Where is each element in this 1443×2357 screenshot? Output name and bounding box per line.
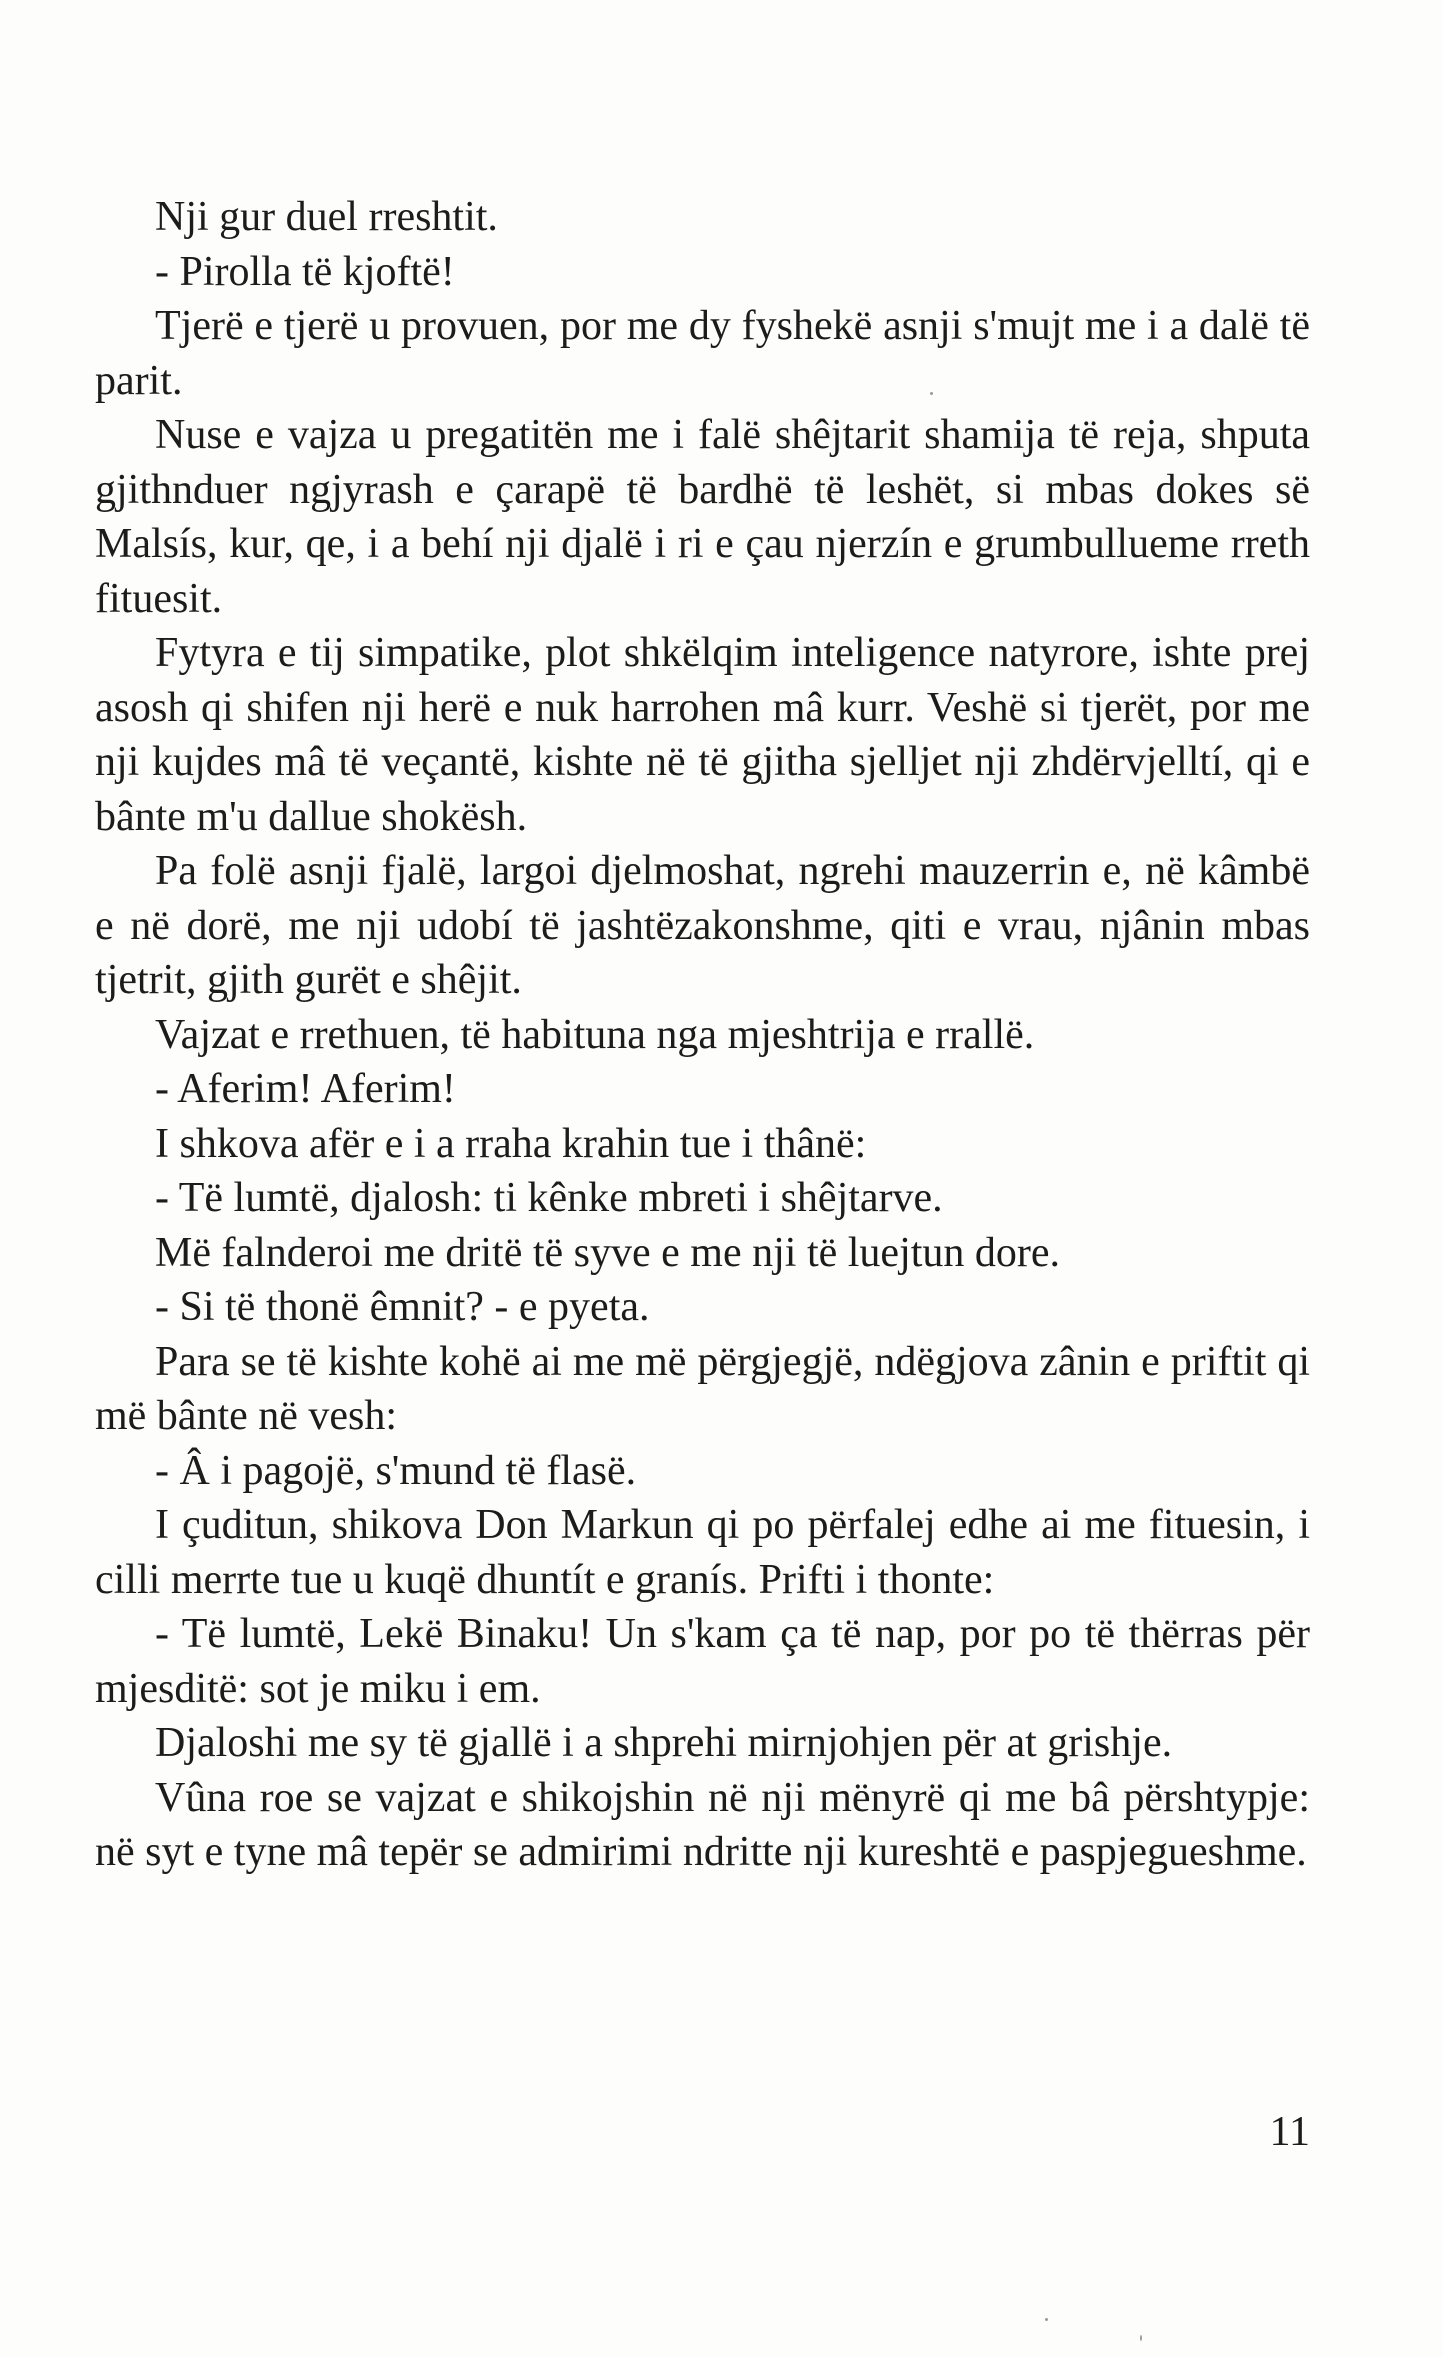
scan-speck	[930, 392, 933, 395]
paragraph: - Pirolla të kjoftë!	[155, 248, 455, 295]
paragraph: Pa folë asnji fjalë, largoi djelmoshat, ngrehi mauzerrin e, në kâmbë e në dorë, me nji udobí të jashtëzakonshme, qiti e vrau, njânin mbas tjetrit, gjith gurët e shêjit.	[95, 848, 1310, 1003]
paragraph: - Të lumtë, Lekë Binaku! Un s'kam ça të nap, por po të thërras për mjesditë: sot je miku i em.	[95, 1611, 1310, 1712]
paragraph: - Të lumtë, djalosh: ti kênke mbreti i shêjtarve.	[155, 1175, 943, 1221]
scan-speck	[1140, 2335, 1142, 2341]
paragraph: - Si të thonë êmnit? - e pyeta.	[155, 1284, 650, 1330]
paragraph: Vûna roe se vajzat e shikojshin në nji mënyrë qi me bâ përshtypje: në syt e tyne mâ tepër se admirimi ndritte nji kureshtë e paspjegueshme.	[95, 1774, 1310, 1875]
paragraph: I çuditun, shikova Don Markun qi po përfalej edhe ai me fituesin, i cilli merrte tue u kuqë dhuntít e granís. Prifti i thonte:	[95, 1502, 1310, 1603]
paragraph: Vajzat e rrethuen, të habituna nga mjeshtrija e rrallë.	[155, 1011, 1035, 1058]
paragraph: Para se të kishte kohë ai me më përgjegjë, ndëgjova zânin e priftit qi më bânte në vesh:	[95, 1338, 1310, 1439]
paragraph: - Â i pagojë, s'mund të flasë.	[155, 1447, 637, 1494]
body-text	[95, 190, 1310, 1880]
paragraph: Tjerë e tjerë u provuen, por me dy fyshekë asnji s'mujt me i a dalë të parit.	[95, 303, 1310, 404]
paragraph: Fytyra e tij simpatike, plot shkëlqim inteligence natyrore, ishte prej asosh qi shifen nji herë e nuk harrohen mâ kurr. Veshë si tjerët, por me nji kujdes mâ të veçantë, kishte në të gjitha sjelljet nji zhdërvjelltí, qi e bânte m'u dallue shokësh.	[95, 630, 1310, 840]
paragraph: - Aferim! Aferim!	[155, 1066, 456, 1112]
page-number: 11	[1269, 2109, 1310, 2155]
paragraph: Nuse e vajza u pregatitën me i falë shêjtarit shamija të reja, shputa gjithnduer ngjyrash e çarapë të bardhë të leshët, si mbas dokes së Malsís, kur, qe, i a behí nji djalë i ri e çau njerzín e grumbullueme rreth fituesit.	[95, 412, 1310, 622]
paragraph: Nji gur duel rreshtit.	[155, 194, 498, 240]
scan-speck	[1045, 2318, 1048, 2321]
paragraph: Më falnderoi me dritë të syve e me nji të luejtun dore.	[155, 1229, 1061, 1276]
paragraph: I shkova afër e i a rraha krahin tue i thânë:	[155, 1120, 867, 1167]
paragraph: Djaloshi me sy të gjallë i a shprehi mirnjohjen për at grishje.	[155, 1720, 1173, 1766]
